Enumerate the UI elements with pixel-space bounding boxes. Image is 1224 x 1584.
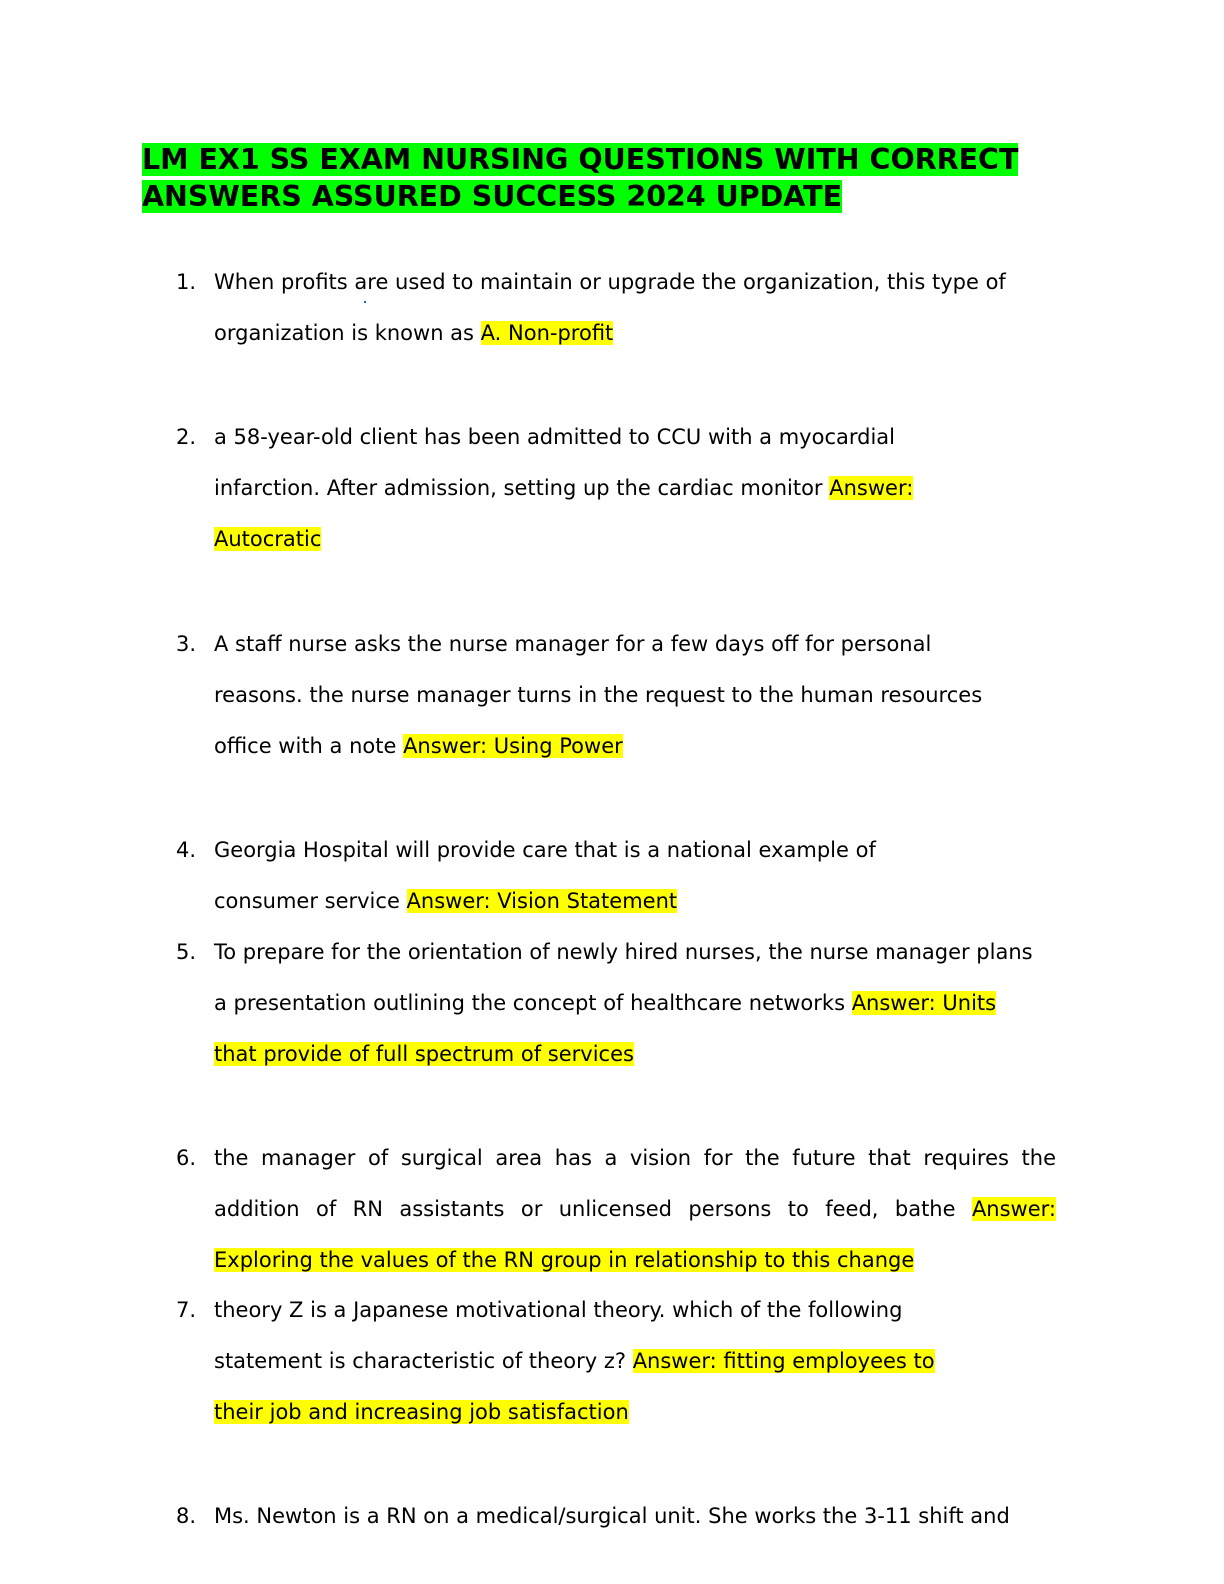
- question-text: theory Z is a Japanese motivational theory. which of the following statement is characteristic of theory z?: [214, 1298, 903, 1373]
- question-number: 6.: [176, 1146, 197, 1170]
- answer-highlight: Answer: fitting employees to their job and increasing job satisfaction: [214, 1348, 935, 1424]
- question-1: [176, 257, 1054, 359]
- question-number: 4.: [176, 838, 197, 862]
- answer-highlight: Answer: Units that provide of full spectrum of services: [214, 990, 997, 1066]
- question-text: the manager of surgical area has a vision for the future that requires the addition of RN assistants or unlicensed persons to feed, bathe: [214, 1146, 1056, 1221]
- question-text: a 58-year-old client has been admitted to CCU with a myocardial infarction. After admission, setting up the cardiac monitor: [214, 425, 896, 500]
- question-8: [176, 1491, 1056, 1542]
- question-number: 2.: [176, 425, 197, 449]
- question-number: 5.: [176, 940, 197, 964]
- question-6: [176, 1133, 1056, 1285]
- question-5: [176, 927, 1044, 1079]
- answer-highlight: Answer: Using Power: [403, 733, 623, 758]
- question-text: When profits are used to maintain or upgrade the organization, this type of organization is known as: [214, 270, 1006, 345]
- question-2: [176, 412, 954, 564]
- question-number: 8.: [176, 1504, 197, 1528]
- answer-highlight: Answer: Vision Statement: [406, 888, 678, 913]
- answer-highlight: Answer: Exploring the values of the RN group in relationship to this change: [214, 1196, 1056, 1272]
- title-line-2: ANSWERS ASSURED SUCCESS 2024 UPDATE: [142, 180, 843, 213]
- answer-highlight: A. Non-profit: [480, 320, 614, 345]
- question-text: A staff nurse asks the nurse manager for a few days off for personal reasons. the nurse manager turns in the request to the human resources office with a note: [214, 632, 983, 758]
- question-3: [176, 619, 1024, 771]
- question-number: 3.: [176, 632, 197, 656]
- answer-highlight: Answer: Autocratic: [214, 475, 914, 551]
- document-title: [142, 141, 1062, 215]
- question-text: To prepare for the orientation of newly hired nurses, the nurse manager plans a presentation outlining the concept of healthcare networks: [214, 940, 1033, 1015]
- question-4: [176, 825, 914, 927]
- question-number: 1.: [176, 270, 197, 294]
- title-line-1: LM EX1 SS EXAM NURSING QUESTIONS WITH CORRECT: [142, 143, 1019, 176]
- question-text: Georgia Hospital will provide care that is a national example of consumer service: [214, 838, 876, 913]
- question-7: [176, 1285, 974, 1437]
- question-text: Ms. Newton is a RN on a medical/surgical unit. She works the 3-11 shift and: [214, 1504, 1010, 1528]
- question-number: 7.: [176, 1298, 197, 1322]
